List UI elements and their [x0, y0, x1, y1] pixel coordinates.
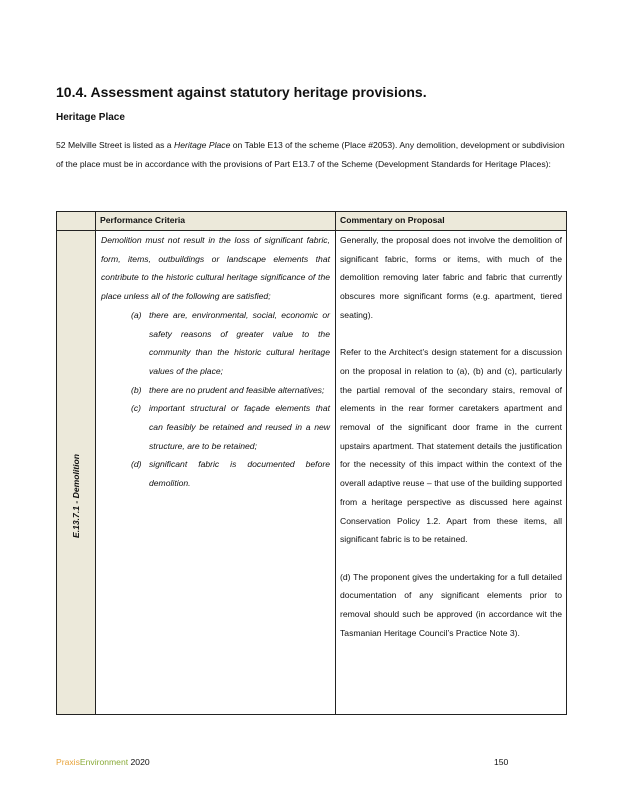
intro-italic: Heritage Place — [173, 140, 231, 150]
footer-year: 2020 — [128, 757, 150, 767]
criteria-item-text: there are, environmental, social, economic or safety reasons of greater value to the community than the historic cultural heritage values of the place; — [149, 309, 330, 376]
side-label: E.13.7.1 - Demolition — [71, 453, 81, 539]
intro-paragraph — [56, 136, 570, 174]
brand-praxis: Praxis — [56, 757, 80, 767]
criteria-item-mark: (b) — [131, 384, 142, 395]
column-divider-2 — [335, 212, 336, 714]
column-divider-1 — [95, 212, 96, 714]
page-number: 150 — [494, 757, 509, 767]
performance-criteria-header: Performance Criteria — [100, 215, 186, 225]
brand-environment: Environment — [79, 757, 129, 767]
criteria-item — [101, 399, 330, 455]
table-header-row — [57, 212, 566, 231]
criteria-item-mark: (c) — [131, 403, 142, 414]
intro-suffix: on Table E13 of the scheme (Place #2053). Any demolition, development or subdivision of the place must be in accordance with the provisions of Part E13.7 of the Scheme (Development Standards for Heritage Places): — [56, 140, 565, 169]
commentary-paragraph: (d) The proponent gives the undertaking for a full detailed documentation of any significant elements prior to removal should such be approved (in accordance wit the Tasmanian Heritage Council’s Practice Note 3). — [340, 571, 562, 638]
commentary-cell — [340, 231, 562, 661]
footer-brand — [56, 757, 150, 767]
performance-criteria-cell — [101, 231, 330, 493]
intro-prefix: 52 Melville Street is listed as a — [56, 140, 174, 150]
commentary-paragraph: Generally, the proposal does not involve the demolition of significant fabric, forms or items, with much of the demolition removing later fabric and fabric that currently obscures more significant forms (e.g. apartment, tiered seating). — [340, 235, 562, 320]
commentary-header: Commentary on Proposal — [340, 215, 445, 225]
subsection-heading: Heritage Place — [56, 112, 125, 123]
criteria-item — [101, 306, 330, 381]
side-label-cell — [57, 231, 95, 714]
commentary-paragraph: Refer to the Architect’s design statement for a discussion on the proposal in relation to (a), (b) and (c), particularly the partial removal of the secondary stairs, removal of elements in the rear former caretakers apartment and removal of the significant door frame in the current upstairs apartment. That statement details the justification for the necessity of this impact within the context of the overall adaptive reuse – that use of the building supported from a heritage perspective as discussed here against Conservation Policy 1.2. Apart from these items, all significant fabric is to be retained. — [340, 347, 562, 545]
criteria-item-text: significant fabric is documented before demolition. — [149, 459, 330, 489]
criteria-item — [101, 381, 330, 400]
criteria-item-text: there are no prudent and feasible alternatives; — [149, 384, 325, 395]
assessment-table — [56, 211, 567, 715]
criteria-item-mark: (a) — [131, 309, 142, 320]
criteria-item-mark: (d) — [131, 459, 142, 470]
criteria-item — [101, 455, 330, 492]
criteria-item-text: important structural or façade elements that can feasibly be retained and reused in a new structure, are to be retained; — [149, 403, 330, 451]
section-heading: 10.4. Assessment against statutory heritage provisions. — [56, 84, 427, 100]
criteria-intro: Demolition must not result in the loss of significant fabric, form, items, outbuildings or landscape elements that contribute to the historic cultural heritage significance of the place unless all of the following are satisfied; — [101, 235, 330, 302]
